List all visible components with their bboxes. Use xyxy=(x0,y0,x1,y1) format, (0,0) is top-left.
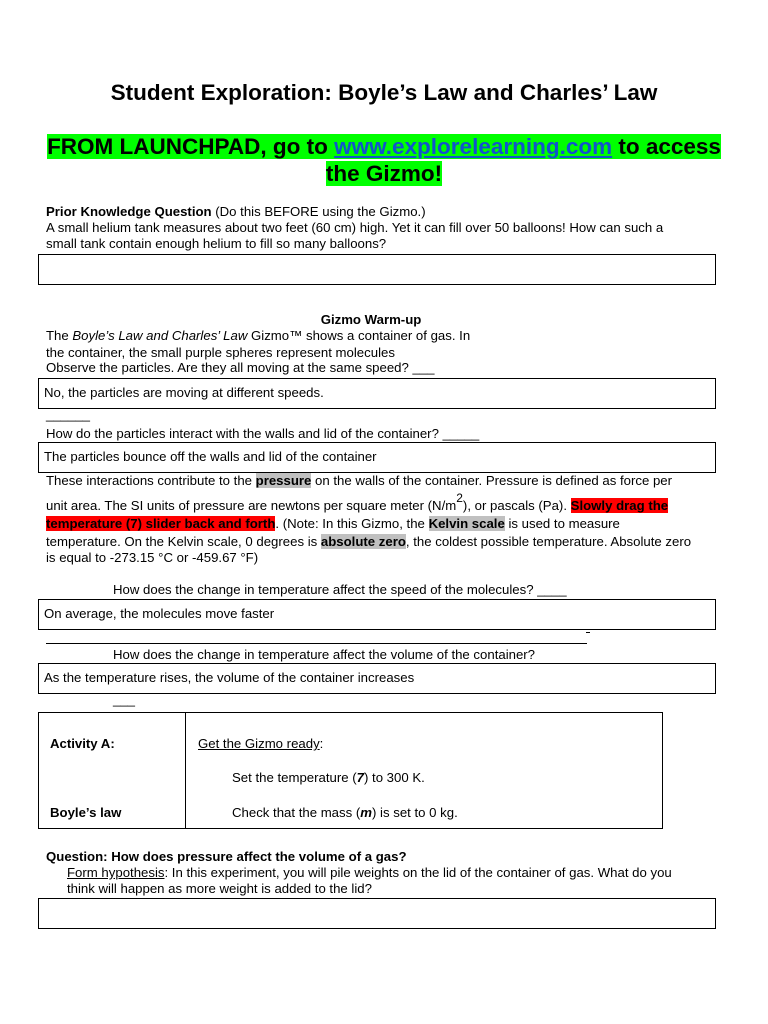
hypothesis-answer-box[interactable] xyxy=(38,898,716,929)
hypothesis-label: Form hypothesis xyxy=(67,865,165,880)
prior-knowledge-label: Prior Knowledge Question xyxy=(46,204,212,219)
slider-instruction-highlight: Slowly drag the xyxy=(570,498,669,513)
step-text: Check that the mass ( xyxy=(232,805,361,820)
paragraph-text: is used to measure xyxy=(504,516,620,531)
launchpad-line2-text: the Gizmo! xyxy=(325,161,443,186)
explorelearning-link[interactable]: www.explorelearning.com xyxy=(334,134,613,159)
setup-heading-text: Get the Gizmo ready xyxy=(198,736,320,751)
warmup-heading: Gizmo Warm-up xyxy=(320,312,422,327)
answer-blank: ______ xyxy=(46,407,91,422)
activity-name: Boyle’s law xyxy=(50,805,122,820)
pressure-paragraph-line1 xyxy=(46,473,672,489)
setup-step-temperature xyxy=(232,770,425,786)
setup-heading xyxy=(198,736,323,752)
absolute-zero-term: absolute zero xyxy=(320,534,406,549)
warmup-answer-box-1[interactable] xyxy=(38,378,716,409)
launchpad-tail-text: to access xyxy=(612,134,721,159)
warmup-question-4: How does the change in temperature affect the volume of the container? xyxy=(113,647,536,662)
setup-heading-colon: : xyxy=(319,736,324,751)
kelvin-scale-term: Kelvin scale xyxy=(428,516,505,531)
prior-knowledge-answer-box[interactable] xyxy=(38,254,716,285)
hypothesis-line1 xyxy=(67,865,672,881)
pressure-paragraph-line3 xyxy=(46,516,620,532)
worksheet-title: Student Exploration: Boyle’s Law and Charles’ Law xyxy=(110,80,658,105)
warmup-answer-1: No, the particles are moving at different speeds. xyxy=(44,385,324,400)
activity-question-heading: Question: How does pressure affect the volume of a gas? xyxy=(46,849,407,864)
pressure-term: pressure xyxy=(255,473,312,488)
green-highlight xyxy=(47,134,721,159)
mass-variable: m xyxy=(360,805,372,820)
warmup-answer-4: As the temperature rises, the volume of the container increases xyxy=(44,670,415,685)
warmup-question-2: How do the particles interact with the walls and lid of the container? _____ xyxy=(46,426,480,441)
table-divider xyxy=(185,713,186,828)
pressure-paragraph-line5: is equal to -273.15 °C or -459.67 °F) xyxy=(46,550,259,565)
warmup-answer-box-3[interactable] xyxy=(38,599,716,630)
setup-step-mass xyxy=(232,805,458,821)
intro-after: Gizmo™ shows a container of gas. In xyxy=(247,328,471,343)
answer-blank: ___ xyxy=(113,692,136,707)
prior-knowledge-question-line: small tank contain enough helium to fill so many balloons? xyxy=(46,236,387,251)
temperature-variable: 7 xyxy=(356,770,364,785)
warmup-intro-line1 xyxy=(46,328,470,344)
paragraph-text: unit area. The SI units of pressure are newtons per square meter (N/m xyxy=(46,498,457,513)
paragraph-text: . (Note: In this Gizmo, the xyxy=(275,516,429,531)
warmup-answer-3: On average, the molecules move faster xyxy=(44,606,275,621)
intro-before: The xyxy=(46,328,73,343)
prior-knowledge-note: (Do this BEFORE using the Gizmo.) xyxy=(211,204,426,219)
slider-instruction-highlight: temperature (7) slider back and forth xyxy=(46,516,276,531)
step-text: ) is set to 0 kg. xyxy=(372,805,458,820)
warmup-answer-box-4[interactable] xyxy=(38,663,716,694)
paragraph-text: temperature. On the Kelvin scale, 0 degrees is xyxy=(46,534,321,549)
pressure-paragraph-line2 xyxy=(46,491,669,514)
answer-line xyxy=(46,643,587,644)
pressure-paragraph-line4 xyxy=(46,534,691,550)
warmup-question-1: Observe the particles. Are they all moving at the same speed? ___ xyxy=(46,360,435,375)
warmup-answer-2: The particles bounce off the walls and lid of the container xyxy=(44,449,377,464)
prior-knowledge-question-line: A small helium tank measures about two feet (60 cm) high. Yet it can fill over 50 balloons! How can such a xyxy=(46,220,664,235)
launchpad-banner-line1 xyxy=(0,134,768,160)
step-text: Set the temperature ( xyxy=(232,770,357,785)
warmup-intro-line2: the container, the small purple spheres represent molecules xyxy=(46,345,395,360)
hypothesis-line2: think will happen as more weight is added to the lid? xyxy=(67,881,372,896)
gizmo-name: Boyle’s Law and Charles’ Law xyxy=(72,328,248,343)
hypothesis-text: : In this experiment, you will pile weights on the lid of the container of gas. What do you xyxy=(164,865,672,880)
launchpad-lead-text: FROM LAUNCHPAD, go to xyxy=(47,134,335,159)
paragraph-text: , the coldest possible temperature. Absolute zero xyxy=(405,534,692,549)
warmup-answer-box-2[interactable] xyxy=(38,442,716,473)
step-text: ) to 300 K. xyxy=(363,770,425,785)
paragraph-text: on the walls of the container. Pressure is defined as force per xyxy=(311,473,673,488)
prior-knowledge-heading xyxy=(46,204,426,220)
warmup-question-3: How does the change in temperature affect the speed of the molecules? ____ xyxy=(113,582,567,597)
answer-line xyxy=(586,632,590,633)
activity-label: Activity A: xyxy=(50,736,115,751)
paragraph-text: ), or pascals (Pa). xyxy=(462,498,571,513)
paragraph-text: These interactions contribute to the xyxy=(46,473,256,488)
superscript-2: 2 xyxy=(456,491,463,505)
launchpad-banner-line2 xyxy=(0,161,768,187)
activity-table xyxy=(38,712,663,829)
